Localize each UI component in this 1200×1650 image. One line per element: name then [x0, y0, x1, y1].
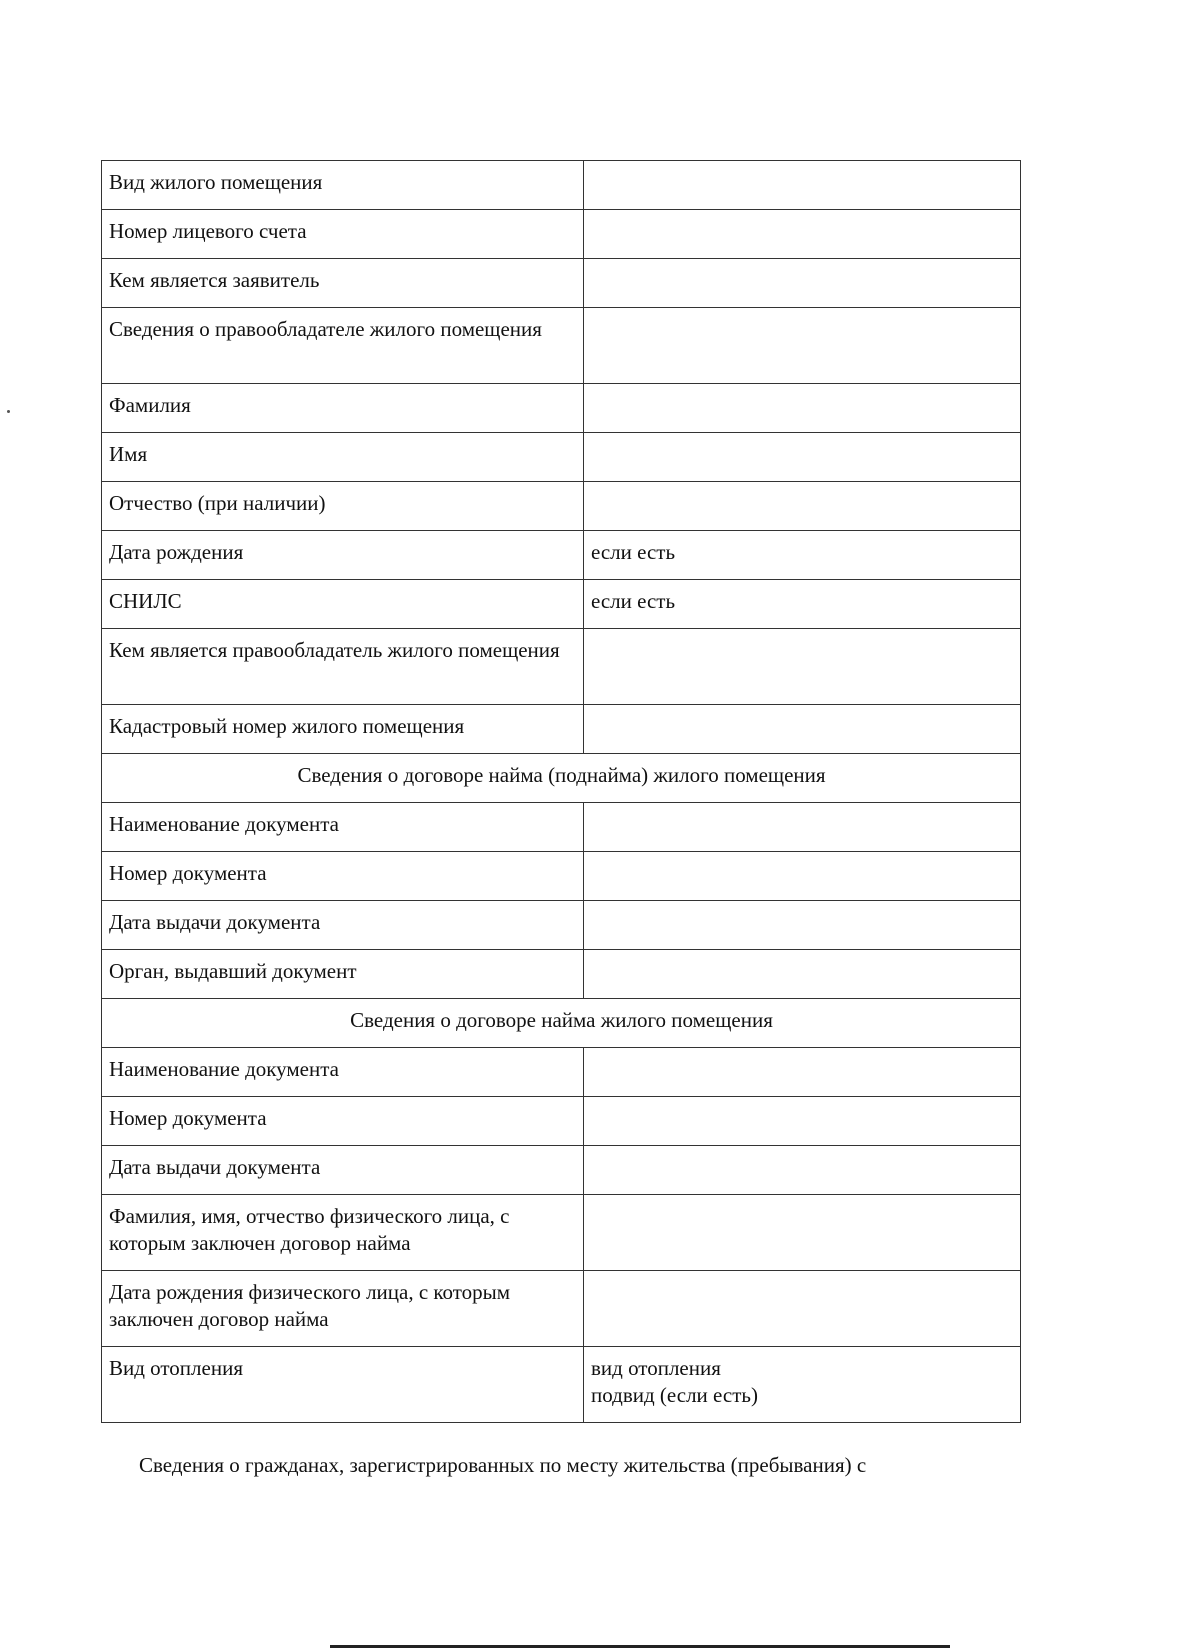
row-label: Вид жилого помещения: [102, 161, 584, 210]
table-row: [102, 308, 1021, 384]
row-label: Номер лицевого счета: [102, 210, 584, 259]
row-value: [584, 210, 1021, 259]
row-label: Фамилия, имя, отчество физического лица, с которым заключен договор найма: [102, 1195, 584, 1271]
section-header: Сведения о договоре найма жилого помещения: [102, 999, 1021, 1048]
row-value: если есть: [584, 580, 1021, 629]
table-row: [102, 161, 1021, 210]
row-value: [584, 259, 1021, 308]
table-row: [102, 1195, 1021, 1271]
row-value: [584, 1097, 1021, 1146]
row-label: СНИЛС: [102, 580, 584, 629]
row-value: [584, 950, 1021, 999]
row-value: [584, 705, 1021, 754]
row-value: вид отопления подвид (если есть): [584, 1347, 1021, 1423]
table-row: [102, 384, 1021, 433]
row-label: Номер документа: [102, 852, 584, 901]
row-label: Кем является правообладатель жилого помещения: [102, 629, 584, 705]
section-row: [102, 999, 1021, 1048]
row-label: Наименование документа: [102, 1048, 584, 1097]
row-label: Дата выдачи документа: [102, 901, 584, 950]
row-value: [584, 1195, 1021, 1271]
row-label: Вид отопления: [102, 1347, 584, 1423]
section-row: [102, 754, 1021, 803]
row-value: [584, 852, 1021, 901]
table-row: [102, 580, 1021, 629]
row-value: [584, 1146, 1021, 1195]
table-row: [102, 950, 1021, 999]
table-row: [102, 705, 1021, 754]
row-value: [584, 1048, 1021, 1097]
row-value: [584, 803, 1021, 852]
row-value: [584, 161, 1021, 210]
row-label: Кем является заявитель: [102, 259, 584, 308]
table-row: [102, 433, 1021, 482]
row-label: Отчество (при наличии): [102, 482, 584, 531]
row-label: Дата рождения: [102, 531, 584, 580]
table-row: [102, 852, 1021, 901]
row-label: Дата рождения физического лица, с которым заключен договор найма: [102, 1271, 584, 1347]
table-row: [102, 1271, 1021, 1347]
table-row: [102, 629, 1021, 705]
table-row: [102, 210, 1021, 259]
table-row: [102, 901, 1021, 950]
table-row: [102, 1048, 1021, 1097]
row-label: Дата выдачи документа: [102, 1146, 584, 1195]
row-label: Номер документа: [102, 1097, 584, 1146]
row-value: [584, 433, 1021, 482]
row-label: Наименование документа: [102, 803, 584, 852]
table-row: [102, 803, 1021, 852]
table-row: [102, 482, 1021, 531]
table-row: [102, 259, 1021, 308]
row-value: если есть: [584, 531, 1021, 580]
row-value: [584, 901, 1021, 950]
table-row: [102, 1146, 1021, 1195]
table-row: [102, 531, 1021, 580]
row-value: [584, 482, 1021, 531]
scan-speck: [7, 410, 10, 413]
row-value: [584, 629, 1021, 705]
citizens-section-heading: Сведения о гражданах, зарегистрированных по месту жительства (пребывания) с: [139, 1453, 867, 1477]
row-label: Имя: [102, 433, 584, 482]
row-label: Орган, выдавший документ: [102, 950, 584, 999]
row-label: Сведения о правообладателе жилого помещения: [102, 308, 584, 384]
section-header: Сведения о договоре найма (поднайма) жилого помещения: [102, 754, 1021, 803]
housing-info-table: [101, 160, 1021, 1423]
row-label: Фамилия: [102, 384, 584, 433]
table-row: [102, 1347, 1021, 1423]
row-value: [584, 1271, 1021, 1347]
table-row: [102, 1097, 1021, 1146]
page-bottom-rule: [330, 1645, 950, 1648]
row-value: [584, 384, 1021, 433]
row-value: [584, 308, 1021, 384]
row-label: Кадастровый номер жилого помещения: [102, 705, 584, 754]
